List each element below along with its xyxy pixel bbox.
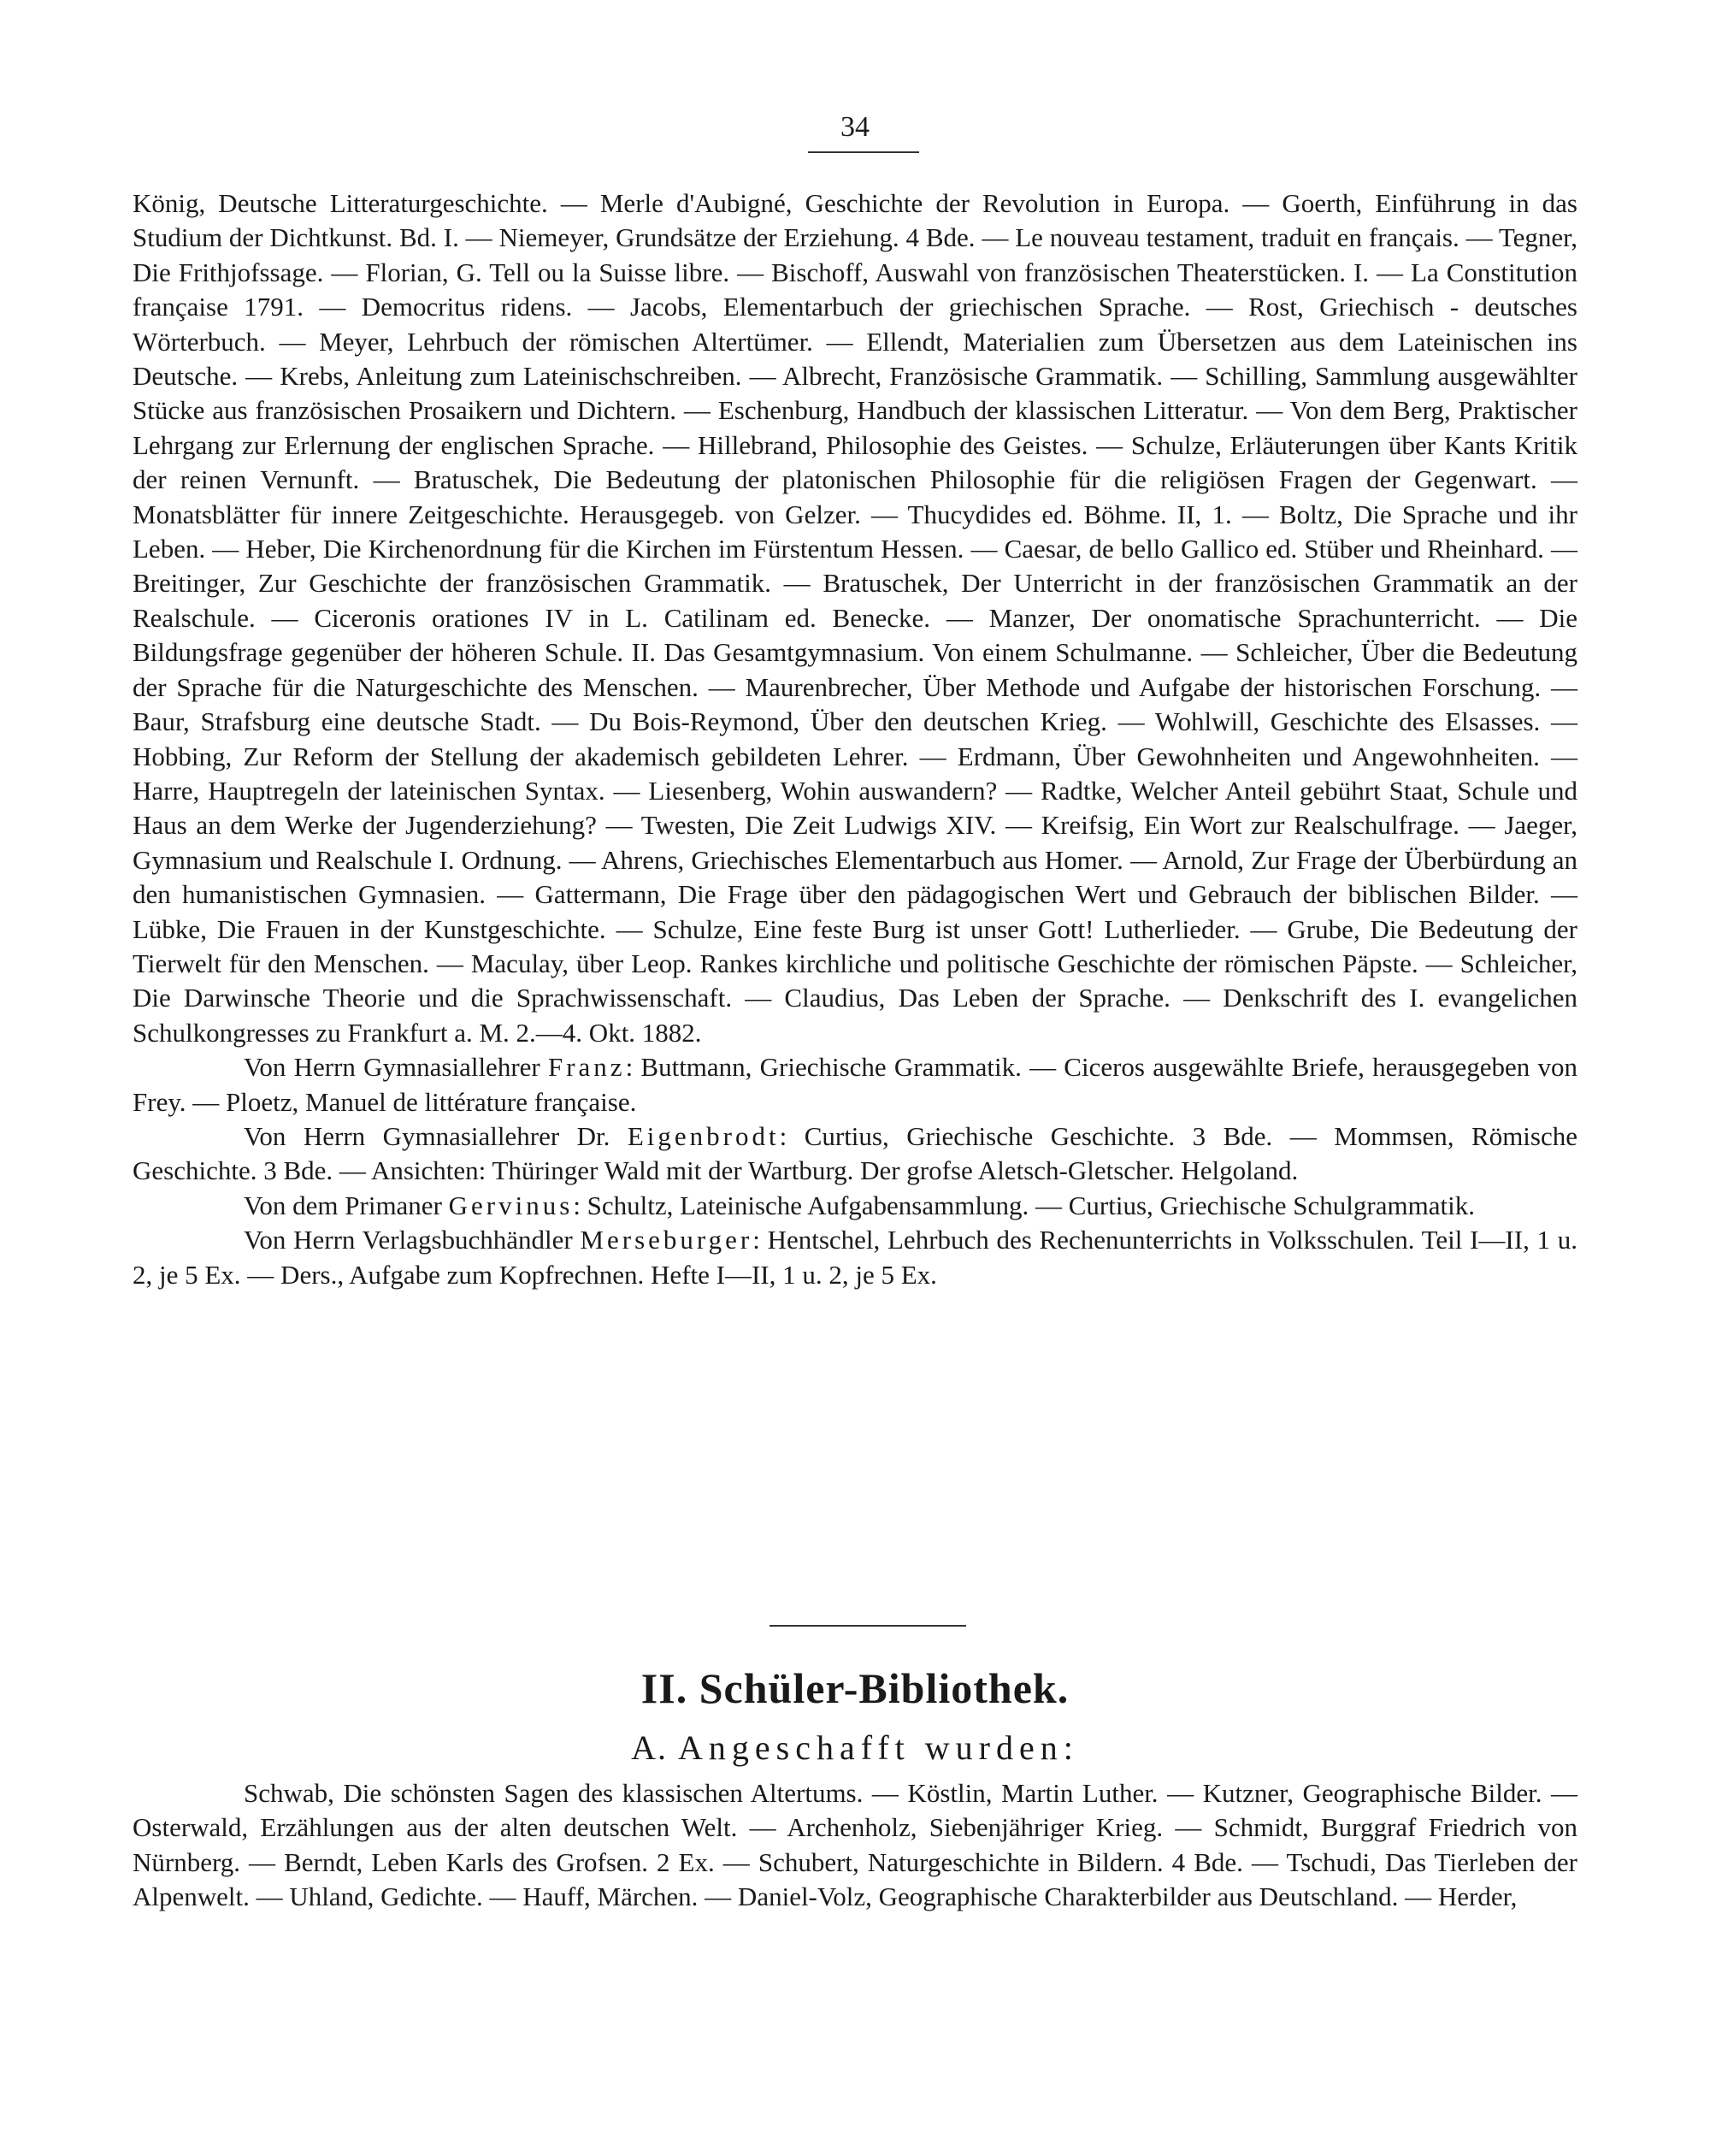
donation-paragraph-eigenbrodt bbox=[133, 1119, 1577, 1189]
library-acquisitions-text bbox=[133, 186, 1577, 1292]
donation-prefix: Von dem Primaner bbox=[244, 1190, 442, 1220]
donor-name: Merseburger bbox=[580, 1225, 753, 1255]
student-library-paragraph: Schwab, Die schönsten Sagen des klassischen Altertums. — Köstlin, Martin Luther. — Kutzner, Geographische Bilder. — Osterwald, Erzählungen aus der alten deutschen Welt. — Archenholz, Siebenjähriger Krieg. — Schmidt, Burggraf Friedrich von Nürnberg. — Berndt, Leben Karls des Grofsen. 2 Ex. — Schubert, Naturgeschichte in Bildern. 4 Bde. — Tschudi, Das Tierleben der Alpenwelt. — Uhland, Gedichte. — Hauff, Märchen. — Daniel-Volz, Geographische Charakterbilder aus Deutschland. — Herder, bbox=[133, 1778, 1577, 1912]
donation-prefix: Von Herrn Gymnasiallehrer bbox=[244, 1052, 540, 1083]
section-divider bbox=[770, 1625, 966, 1627]
section-title: II. Schüler-Bibliothek. bbox=[640, 1664, 1070, 1712]
donation-text: : Curtius, Griechische Geschichte. 3 Bde. — Mommsen, Römische Geschichte. 3 Bde. — Ansichten: Thüringer Wald mit der Wartburg. Der grofse Aletsch-Gletscher. Helgoland. bbox=[133, 1120, 1577, 1186]
donation-prefix: Von Herrn Gymnasiallehrer Dr. bbox=[244, 1120, 610, 1151]
subsection-title bbox=[0, 1728, 1710, 1768]
subsection-letter: A. bbox=[631, 1728, 669, 1767]
donation-paragraph-gervinus bbox=[133, 1189, 1577, 1223]
page-number-rule bbox=[808, 151, 919, 153]
donor-name: Gervinus bbox=[448, 1190, 574, 1220]
student-library-text bbox=[133, 1776, 1577, 1915]
library-continuation-paragraph: König, Deutsche Litteraturgeschichte. — Merle d'Aubigné, Geschichte der Revolution in Europa. — Goerth, Einführung in das Studium der Dichtkunst. Bd. I. — Niemeyer, Grundsätze der Erziehung. 4 Bde. — Le nouveau testament, traduit en français. — Tegner, Die Frithjofssage. — Florian, G. Tell ou la Suisse libre. — Bischoff, Auswahl von französischen Theaterstücken. I. — La Constitution française 1791. — Democritus ridens. — Jacobs, Elementarbuch der griechischen Sprache. — Rost, Griechisch - deutsches Wörterbuch. — Meyer, Lehrbuch der römischen Altertümer. — Ellendt, Materialien zum Übersetzen aus dem Lateinischen ins Deutsche. — Krebs, Anleitung zum Lateinischschreiben. — Albrecht, Französische Grammatik. — Schilling, Sammlung ausgewählter Stücke aus französischen Prosaikern und Dichtern. — Eschenburg, Handbuch der klassischen Litteratur. — Von dem Berg, Praktischer Lehrgang zur Erlernung der englischen Sprache. — Hillebrand, Philosophie des Geistes. — Schulze, Erläuterungen über Kants Kritik der reinen Vernunft. — Bratuschek, Die Bedeutung der platonischen Philosophie für die religiösen Fragen der Gegenwart. — Monatsblätter für innere Zeitgeschichte. Herausgegeb. von Gelzer. — Thucydides ed. Böhme. II, 1. — Boltz, Die Sprache und ihr Leben. — Heber, Die Kirchenordnung für die Kirchen im Fürstentum Hessen. — Caesar, de bello Gallico ed. Stüber und Rheinhard. — Breitinger, Zur Geschichte der französischen Grammatik. — Bratuschek, Der Unterricht in der französischen Grammatik an der Realschule. — Ciceronis orationes IV in L. Catilinam ed. Benecke. — Manzer, Der onomatische Sprachunterricht. — Die Bildungsfrage gegenüber der höheren Schule. II. Das Gesamtgymnasium. Von einem Schulmanne. — Schleicher, Über die Bedeutung der Sprache für die Naturgeschichte des Menschen. — Maurenbrecher, Über Methode und Aufgabe der historischen Forschung. — Baur, Strafsburg eine deutsche Stadt. — Du Bois-Reymond, Über den deutschen Krieg. — Wohlwill, Geschichte des Elsasses. — Hobbing, Zur Reform der Stellung der akademisch gebildeten Lehrer. — Erdmann, Über Gewohnheiten und Angewohnheiten. — Harre, Hauptregeln der lateinischen Syntax. — Liesenberg, Wohin auswandern? — Radtke, Welcher Anteil gebührt Staat, Schule und Haus an dem Werke der Jugenderziehung? — Twesten, Die Zeit Ludwigs XIV. — Kreifsig, Ein Wort zur Realschulfrage. — Jaeger, Gymnasium und Realschule I. Ordnung. — Ahrens, Griechisches Elementarbuch aus Homer. — Arnold, Zur Frage der Überbürdung an den humanistischen Gymnasien. — Gattermann, Die Frage über den pädagogischen Wert und Gebrauch der biblischen Bilder. — Lübke, Die Frauen in der Kunstgeschichte. — Schulze, Eine feste Burg ist unser Gott! Lutherlieder. — Grube, Die Bedeutung der Tierwelt für den Menschen. — Maculay, über Leop. Rankes kirchliche und politische Geschichte der römischen Päpste. — Schleicher, Die Darwinsche Theorie und die Sprachwissenschaft. — Claudius, Das Leben der Sprache. — Denkschrift des I. evangelichen Schulkongresses zu Frankfurt a. M. 2.—4. Okt. 1882. bbox=[133, 188, 1577, 1048]
donation-text: : Hentschel, Lehrbuch des Rechenunterrichts in Volksschulen. Teil I—II, 1 u. 2, je 5 Ex. — Ders., Aufgabe zum Kopfrechnen. Hefte I—II, 1 u. 2, je 5 Ex. bbox=[133, 1225, 1577, 1290]
donation-prefix: Von Herrn Verlagsbuchhändler bbox=[244, 1225, 573, 1255]
donation-text: : Buttmann, Griechische Grammatik. — Ciceros ausgewählte Briefe, herausgegeben von Frey. — Ploetz, Manuel de littérature française. bbox=[133, 1052, 1578, 1117]
page-number: 34 bbox=[840, 111, 870, 143]
donation-paragraph-franz bbox=[133, 1050, 1577, 1119]
donor-name: Franz bbox=[547, 1052, 626, 1083]
donor-name: Eigenbrodt bbox=[627, 1120, 780, 1151]
subsection-heading: Angeschafft wurden: bbox=[678, 1728, 1079, 1767]
donation-paragraph-merseburger bbox=[133, 1223, 1577, 1292]
donation-text: : Schultz, Lateinische Aufgabensammlung. — Curtius, Griechische Schulgrammatik. bbox=[573, 1190, 1475, 1220]
